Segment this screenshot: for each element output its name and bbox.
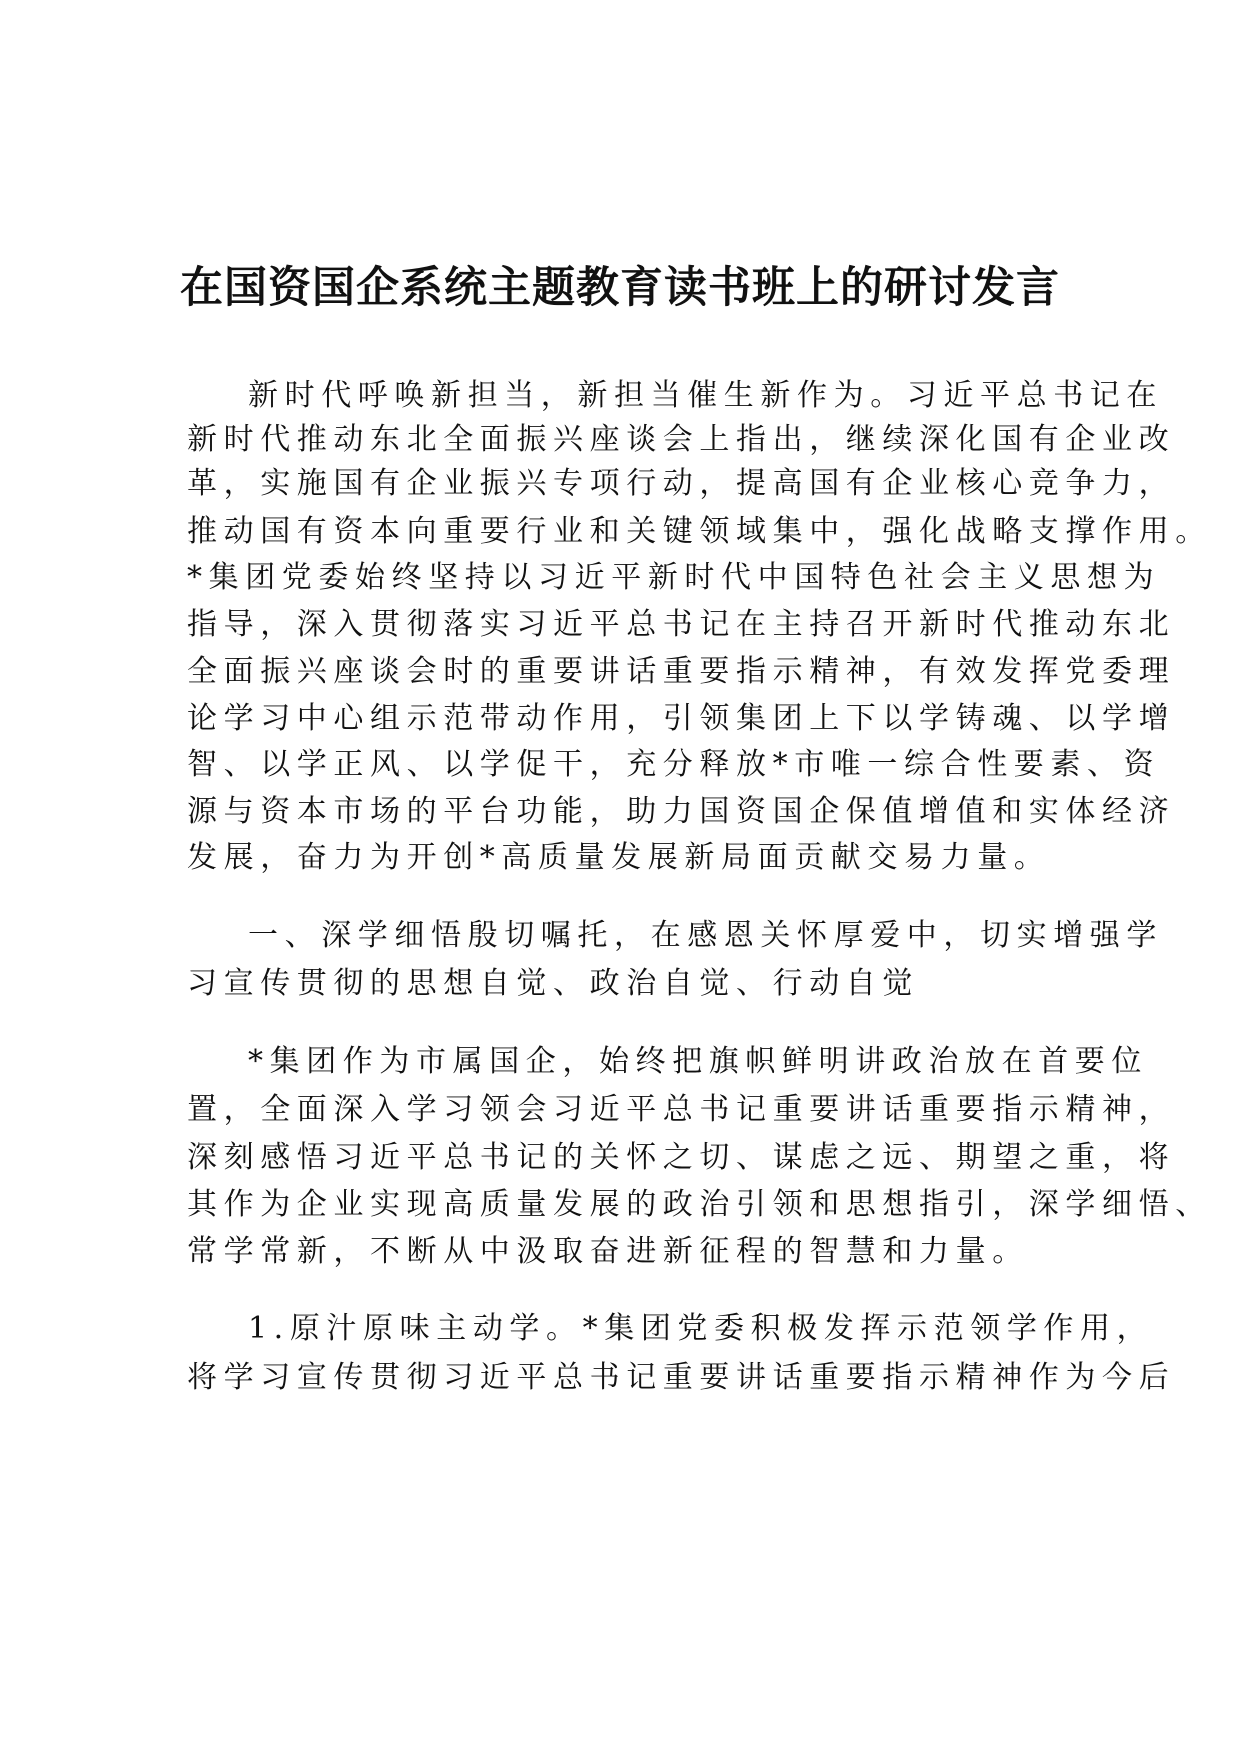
text-line: 将学习宣传贯彻习近平总书记重要讲话重要指示精神作为今后 xyxy=(187,1360,1176,1395)
text-line: 其作为企业实现高质量发展的政治引领和思想指引，深学细悟、 xyxy=(187,1187,1212,1222)
text-line: 源与资本市场的平台功能，助力国资国企保值增值和实体经济 xyxy=(187,794,1176,829)
section-heading-line: 一、深学细悟殷切嘱托，在感恩关怀厚爱中，切实增强学 xyxy=(248,918,1163,953)
text-line: 置，全面深入学习领会习近平总书记重要讲话重要指示精神， xyxy=(187,1092,1176,1127)
text-line: 全面振兴座谈会时的重要讲话重要指示精神，有效发挥党委理 xyxy=(187,654,1176,689)
text-line: 论学习中心组示范带动作用，引领集团上下以学铸魂、以学增 xyxy=(187,701,1176,736)
section-heading-line: 习宣传贯彻的思想自觉、政治自觉、行动自觉 xyxy=(187,966,919,1001)
text-line: 智、以学正风、以学促干，充分释放*市唯一综合性要素、资 xyxy=(187,747,1161,782)
text-line: 新时代推动东北全面振兴座谈会上指出，继续深化国有企业改 xyxy=(187,422,1176,457)
text-line: 发展，奋力为开创*高质量发展新局面贡献交易力量。 xyxy=(187,840,1051,875)
document-title: 在国资国企系统主题教育读书班上的研讨发言 xyxy=(180,263,1060,313)
text-line: 深刻感悟习近平总书记的关怀之切、谋虑之远、期望之重，将 xyxy=(187,1140,1176,1175)
text-line: *集团党委始终坚持以习近平新时代中国特色社会主义思想为 xyxy=(187,560,1161,595)
text-line: *集团作为市属国企，始终把旗帜鲜明讲政治放在首要位 xyxy=(248,1044,1148,1079)
text-line: 革，实施国有企业振兴专项行动，提高国有企业核心竞争力， xyxy=(187,466,1176,501)
text-line: 1.原汁原味主动学。*集团党委积极发挥示范领学作用， xyxy=(248,1311,1154,1346)
text-line: 指导，深入贯彻落实习近平总书记在主持召开新时代推动东北 xyxy=(187,607,1176,642)
text-line: 常学常新，不断从中汲取奋进新征程的智慧和力量。 xyxy=(187,1234,1029,1269)
text-line: 推动国有资本向重要行业和关键领域集中，强化战略支撑作用。 xyxy=(187,514,1212,549)
text-line: 新时代呼唤新担当，新担当催生新作为。习近平总书记在 xyxy=(248,378,1163,413)
